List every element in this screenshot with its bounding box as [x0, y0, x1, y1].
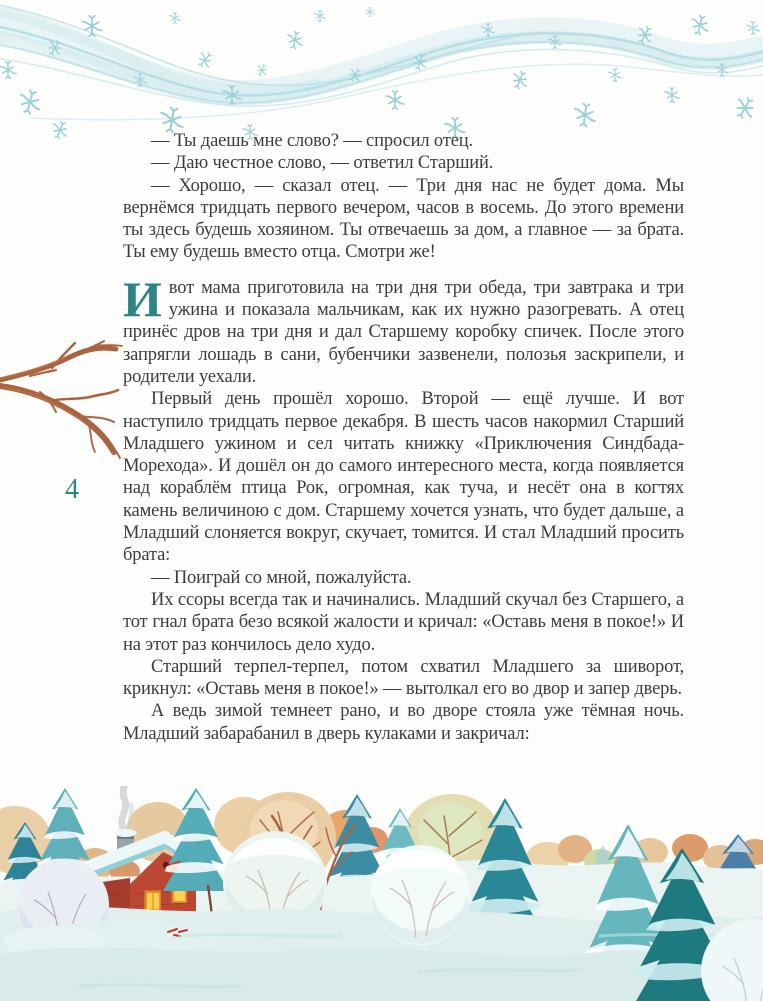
story-text	[123, 130, 684, 745]
paragraph-dialogue: — Ты даешь мне слово? — спросил отец.	[151, 131, 473, 151]
paragraph: Старший терпел-терпел, потом схватил Младшего за шиворот, крикнул: «Оставь меня в покое!» — вытолкал его во двор и запер дверь.	[123, 656, 684, 700]
paragraph: Их ссоры всегда так и начинались. Младший скучал без Старшего, а тот гнал брата безо всякой жалости и кричал: «Оставь меня в покое!» И на этот раз кончилось дело худо.	[123, 589, 684, 655]
snowball-bush	[370, 845, 470, 945]
snow-wind-decoration	[0, 0, 763, 142]
page-number: 4	[65, 474, 79, 505]
drop-cap-letter: И	[123, 270, 162, 327]
paragraph: Первый день прошёл хорошо. Второй — ещё лучше. И вот наступило тридцать первое декабря. В шесть часов накормил Старший Младшего ужином и сел читать книжку «Приключения Синдбада-Морехода». И дошёл он до самого интересного места, когда появляется над кораблём птица Рок, огромная, как туча, и несёт она в когтях камень величиною с дом. Старшему хочется узнать, что будет дальше, а Младший слоняется вокруг, скучает, томится. И стал Младший просить брата:	[123, 389, 684, 566]
chimney-smoke	[122, 786, 126, 828]
paragraph-text: вот мама приготовила на три дня три обеда, три завтрака и три ужина и показала мальчикам, как их нужно разогревать. А отец принёс дров на три дня и дал Старшему коробку спичек. После этого запрягли лошадь в сани, бубенчики зазвенели, полозья заскрипели, и родители уехали.	[123, 277, 684, 387]
paragraph-dialogue: — Даю честное слово, — ответил Старший.	[151, 153, 494, 174]
paragraph-dialogue: — Хорошо, — сказал отец. — Три дня нас не будет дома. Мы вернёмся тридцать первого вечером, часов в восемь. До этого времени ты здесь будешь хозяином. Ты отвечаешь за дом, а главное — за брата. Ты ему будешь вместо отца. Смотри же!	[123, 175, 684, 263]
branch-illustration	[0, 328, 128, 480]
paragraph-dropcap	[123, 270, 684, 388]
paragraph: А ведь зимой темнеет рано, и во дворе стояла уже тёмная ночь. Младший забарабанил в дверь кулаками и закричал:	[123, 701, 684, 744]
winter-scene-illustration	[0, 786, 763, 1001]
paragraph-dialogue: — Поиграй со мной, пожалуйста.	[151, 567, 412, 588]
